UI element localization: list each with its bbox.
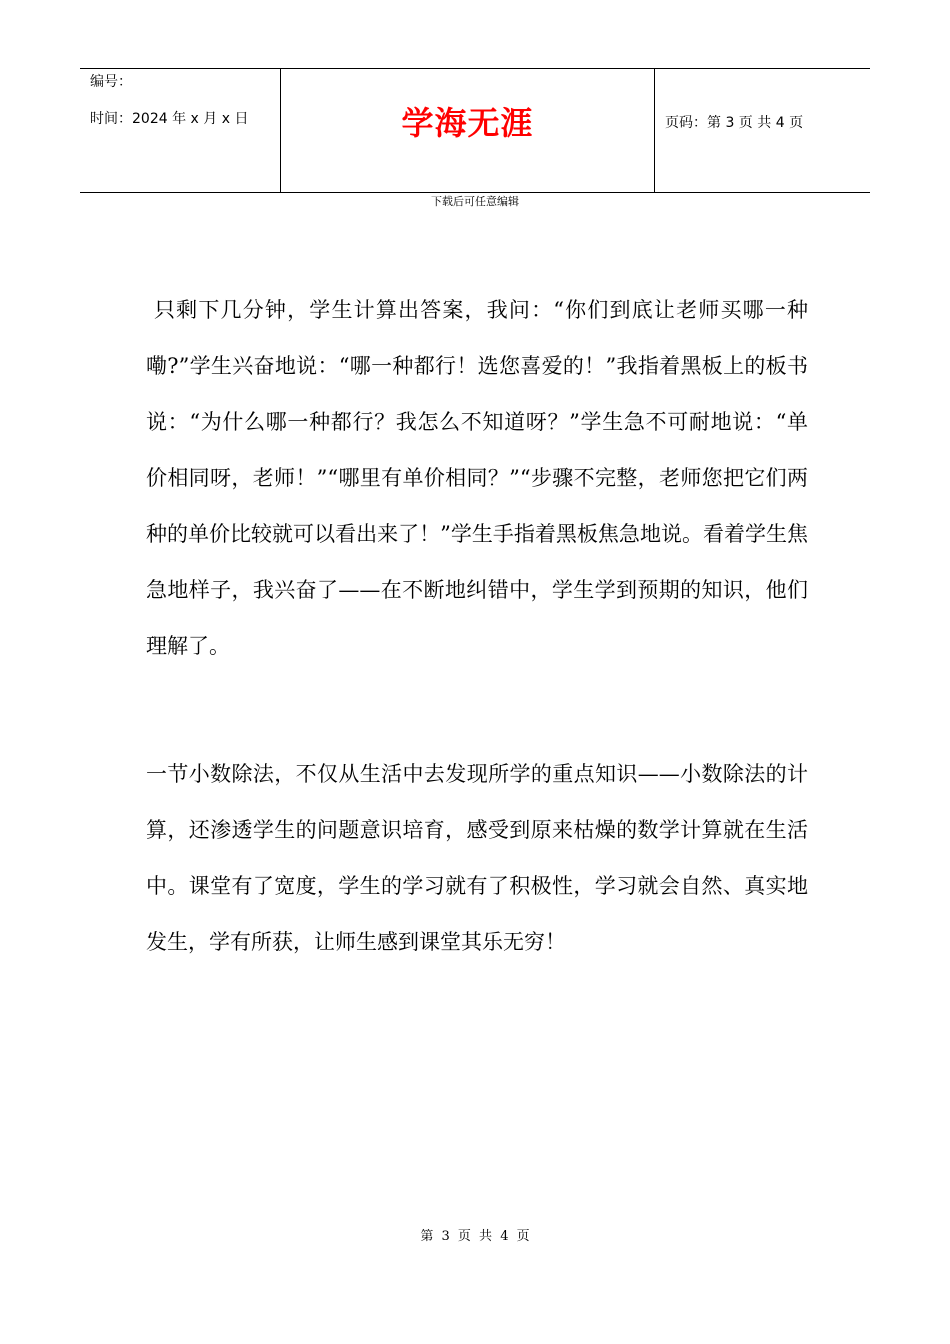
document-header [80,68,870,193]
body-paragraph-2: 一节小数除法，不仅从生活中去发现所学的重点知识——小数除法的计算，还渗透学生的问题意识培育，感受到原来枯燥的数学计算就在生活中。课堂有了宽度，学生的学习就有了积极性，学习就会自然、真实地发生，学有所获，让师生感到课堂其乐无穷！ [146,762,808,954]
serial-number-label: 编号： [90,74,132,90]
document-title: 学海无涯 [401,104,534,142]
footer-page-number: 第 3 页 共 4 页 [420,1229,530,1244]
header-right-cell [655,69,870,193]
header-left-cell [80,69,281,193]
date-label: 时间：2024 年 x 月 x 日 [90,111,249,127]
header-middle-cell [281,69,655,193]
header-page-number: 页码：第 3 页 共 4 页 [665,115,804,131]
body-paragraph-1: 只剩下几分钟，学生计算出答案，我问：“你们到底让老师买哪一种嘞?”学生兴奋地说：“哪一种都行！选您喜爱的！”我指着黑板上的板书说：“为什么哪一种都行？我怎么不知道呀？”学生急不可耐地说：“单价相同呀，老师！”“哪里有单价相同？”“步骤不完整，老师您把它们两种的单价比较就可以看出来了！”学生手指着黑板焦急地说。看着学生焦急地样子，我兴奋了——在不断地纠错中，学生学到预期的知识，他们理解了。 [146,298,808,658]
edit-note: 下载后可任意编辑 [431,195,519,208]
